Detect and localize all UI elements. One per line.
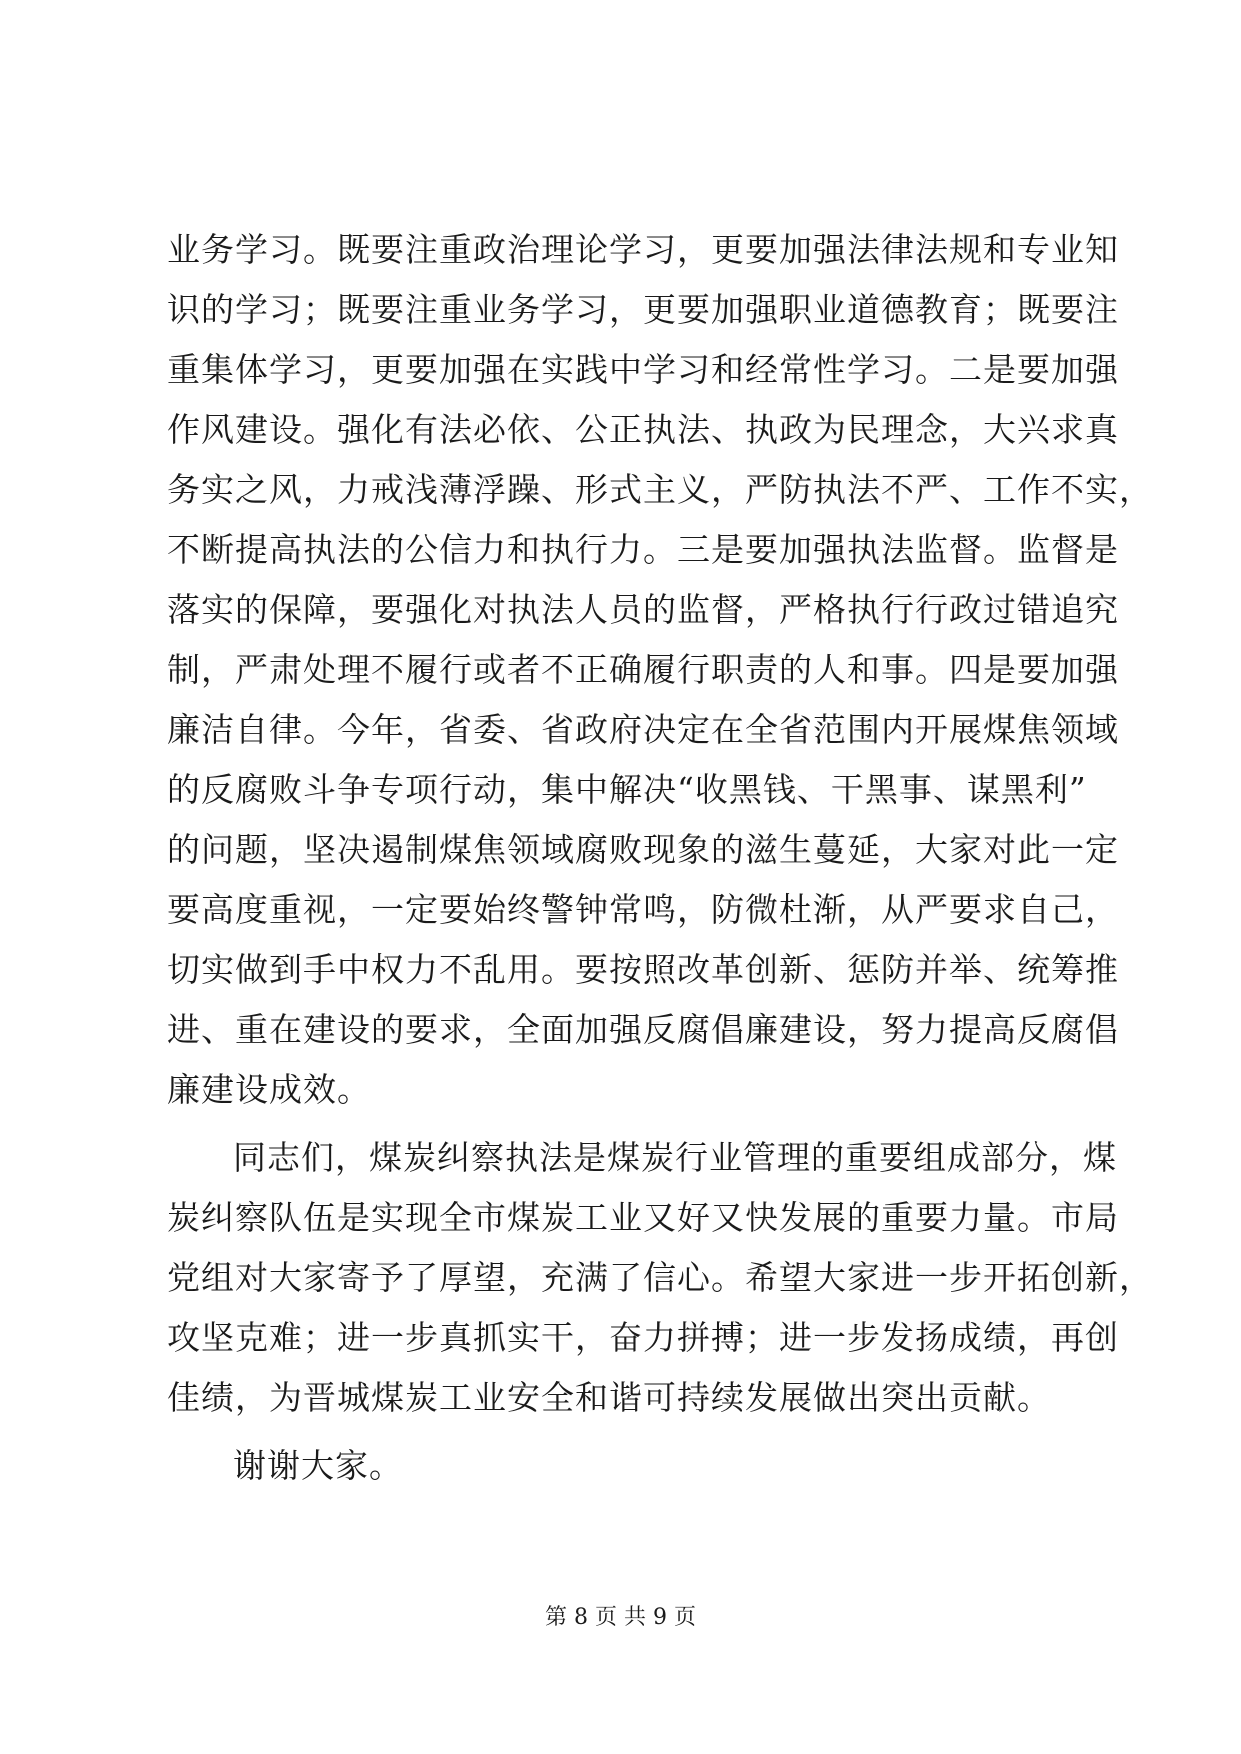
- body-text-line: 业务学习。既要注重政治理论学习，更要加强法律法规和专业知: [167, 230, 1119, 269]
- closing-line: 谢谢大家。: [233, 1446, 403, 1485]
- body-text-line: 作风建设。强化有法必依、公正执法、执政为民理念，大兴求真: [167, 410, 1119, 449]
- body-text-line: 切实做到手中权力不乱用。要按照改革创新、惩防并举、统筹推: [167, 950, 1119, 989]
- body-text-line: 的问题，坚决遏制煤焦领域腐败现象的滋生蔓延，大家对此一定: [167, 830, 1119, 869]
- page-number-footer: 第 8 页 共 9 页: [545, 1605, 696, 1630]
- body-text-line: 制，严肃处理不履行或者不正确履行职责的人和事。四是要加强: [167, 650, 1119, 689]
- paragraph-start-line: 同志们，煤炭纠察执法是煤炭行业管理的重要组成部分，煤: [233, 1138, 1117, 1177]
- body-text-line: 攻坚克难；进一步真抓实干，奋力拼搏；进一步发扬成绩，再创: [167, 1318, 1119, 1357]
- body-text-line: 廉建设成效。: [167, 1070, 371, 1109]
- body-text-line: 落实的保障，要强化对执法人员的监督，严格执行行政过错追究: [167, 590, 1119, 629]
- body-text-line: 进、重在建设的要求，全面加强反腐倡廉建设，努力提高反腐倡: [167, 1010, 1119, 1049]
- body-text-line: 炭纠察队伍是实现全市煤炭工业又好又快发展的重要力量。市局: [167, 1198, 1119, 1237]
- body-text-line: 佳绩，为晋城煤炭工业安全和谐可持续发展做出突出贡献。: [167, 1378, 1051, 1417]
- body-text-line: 重集体学习，更要加强在实践中学习和经常性学习。二是要加强: [167, 350, 1119, 389]
- body-text-line: 党组对大家寄予了厚望，充满了信心。希望大家进一步开拓创新，: [167, 1258, 1153, 1297]
- body-text-line: 务实之风，力戒浅薄浮躁、形式主义，严防执法不严、工作不实，: [167, 470, 1153, 509]
- body-text-line: 的反腐败斗争专项行动，集中解决“收黑钱、干黑事、谋黑利”: [167, 770, 1087, 809]
- body-text-line: 要高度重视，一定要始终警钟常鸣，防微杜渐，从严要求自己，: [167, 890, 1119, 929]
- body-text-line: 廉洁自律。今年，省委、省政府决定在全省范围内开展煤焦领域: [167, 710, 1119, 749]
- body-text-line: 不断提高执法的公信力和执行力。三是要加强执法监督。监督是: [167, 530, 1119, 569]
- body-text-line: 识的学习；既要注重业务学习，更要加强职业道德教育；既要注: [167, 290, 1119, 329]
